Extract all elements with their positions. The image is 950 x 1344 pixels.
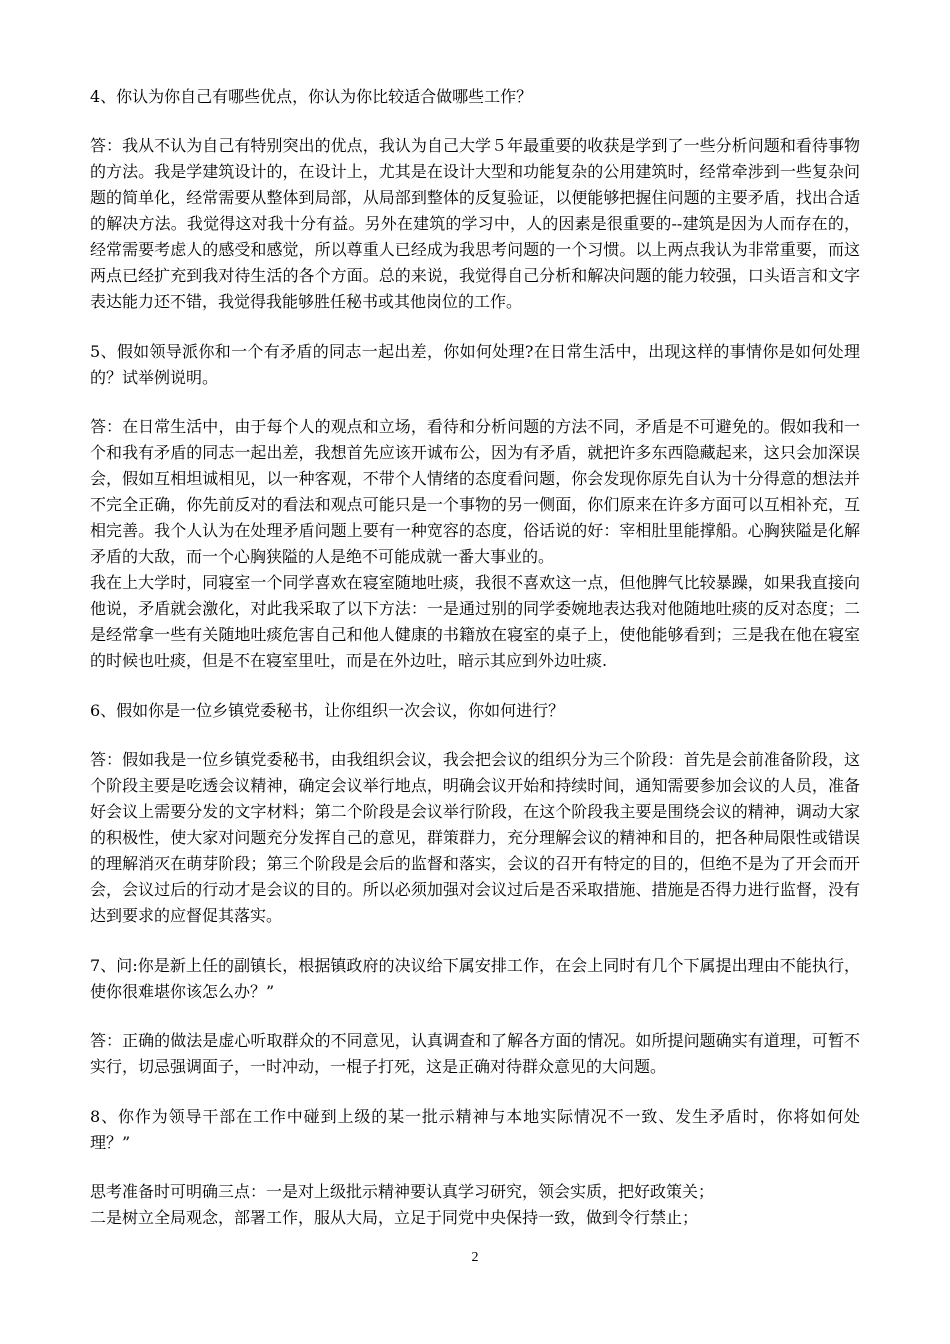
page-number: 2: [471, 1250, 479, 1265]
answer-7: 答：正确的做法是虚心听取群众的不同意见，认真调查和了解各方面的情况。如所提问题确实有道理，可暂不实行，切忌强调面子，一时冲动，一棍子打死，这是正确对待群众意见的大问题。: [90, 1031, 860, 1076]
answer-6: 答：假如我是一位乡镇党委秘书，由我组织会议，我会把会议的组织分为三个阶段：首先是会前准备阶段，这个阶段主要是吃透会议精神，确定会议举行地点，明确会议开始和持续时间，通知需要参加会议的人员，准备好会议上需要分发的文字材料；第二个阶段是会议举行阶段，在这个阶段我主要是围绕会议的精神，调动大家的积极性，使大家对问题充分发挥自己的意见，群策群力，充分理解会议的精神和目的，把各种局限性或错误的理解消灭在萌芽阶段；第三个阶段是会后的监督和落实，会议的召开有特定的目的，但绝不是为了开会而开会，会议过后的行动才是会议的目的。所以必须加强对会议过后是否采取措施、措施是否得力进行监督，没有达到要求的应督促其落实。: [90, 750, 860, 925]
question-7: 7、问:你是新上任的副镇长，根据镇政府的决议给下属安排工作，在会上同时有几个下属提出理由不能执行，使你很难堪你该怎么办？”: [90, 956, 860, 1001]
question-6: 6、假如你是一位乡镇党委秘书，让你组织一次会议，你如何进行？: [90, 701, 565, 720]
question-8: 8、你作为领导干部在工作中碰到上级的某一批示精神与本地实际情况不一致、发生矛盾时，你将如何处理？”: [90, 1107, 860, 1152]
question-4: 4、你认为你自己有哪些优点，你认为你比较适合做哪些工作？: [90, 87, 533, 106]
answer-5-paragraph-2: 我在上大学时，同寝室一个同学喜欢在寝室随地吐痰，我很不喜欢这一点，但他脾气比较暴躁，如果我直接向他说，矛盾就会激化，对此我采取了以下方法：一是通过别的同学委婉地表达我对他随地吐痰的反对态度；二是经常拿一些有关随地吐痰危害自己和他人健康的书籍放在寝室的桌子上，使他能够看到；三是我在他在寝室的时候也吐痰，但是不在寝室里吐，而是在外边吐，暗示其应到外边吐痰.: [90, 573, 860, 670]
answer-8-line-2: 二是树立全局观念，部署工作，服从大局，立足于同党中央保持一致，做到令行禁止；: [90, 1208, 699, 1227]
question-5: 5、假如领导派你和一个有矛盾的同志一起出差，你如何处理?在日常生活中，出现这样的事情你是如何处理的？试举例说明。: [90, 342, 860, 387]
page-body: [90, 84, 860, 1231]
answer-4: 答：我从不认为自己有特别突出的优点，我认为自己大学５年最重要的收获是学到了一些分析问题和看待事物的方法。我是学建筑设计的，在设计上，尤其是在设计大型和功能复杂的公用建筑时，经常牵涉到一些复杂问题的简单化，经常需要从整体到局部，从局部到整体的反复验证，以便能够把握住问题的主要矛盾，找出合适的解决方法。我觉得这对我十分有益。另外在建筑的学习中，人的因素是很重要的--建筑是因为人而存在的，经常需要考虑人的感受和感觉，所以尊重人已经成为我思考问题的一个习惯。以上两点我认为非常重要，而这两点已经扩充到我对待生活的各个方面。总的来说，我觉得自己分析和解决问题的能力较强，口头语言和文字表达能力还不错，我觉得我能够胜任秘书或其他岗位的工作。: [90, 136, 860, 311]
answer-5-paragraph-1: 答：在日常生活中，由于每个人的观点和立场，看待和分析问题的方法不同，矛盾是不可避免的。假如我和一个和我有矛盾的同志一起出差，我想首先应该开诚布公，因为有矛盾，就把许多东西隐藏起来，这只会加深误会，假如互相坦诚相见，以一种客观，不带个人情绪的态度看问题，你会发现你原先自认为十分得意的想法并不完全正确，你先前反对的看法和观点可能只是一个事物的另一侧面，你们原来在许多方面可以互相补充，互相完善。我个人认为在处理矛盾问题上要有一种宽容的态度，俗话说的好：宰相肚里能撑船。心胸狭隘是化解矛盾的大敌，而一个心胸狭隘的人是绝不可能成就一番大事业的。: [90, 417, 860, 566]
answer-8-line-1: 思考准备时可明确三点：一是对上级批示精神要认真学习研究，领会实质，把好政策关；: [90, 1182, 715, 1201]
